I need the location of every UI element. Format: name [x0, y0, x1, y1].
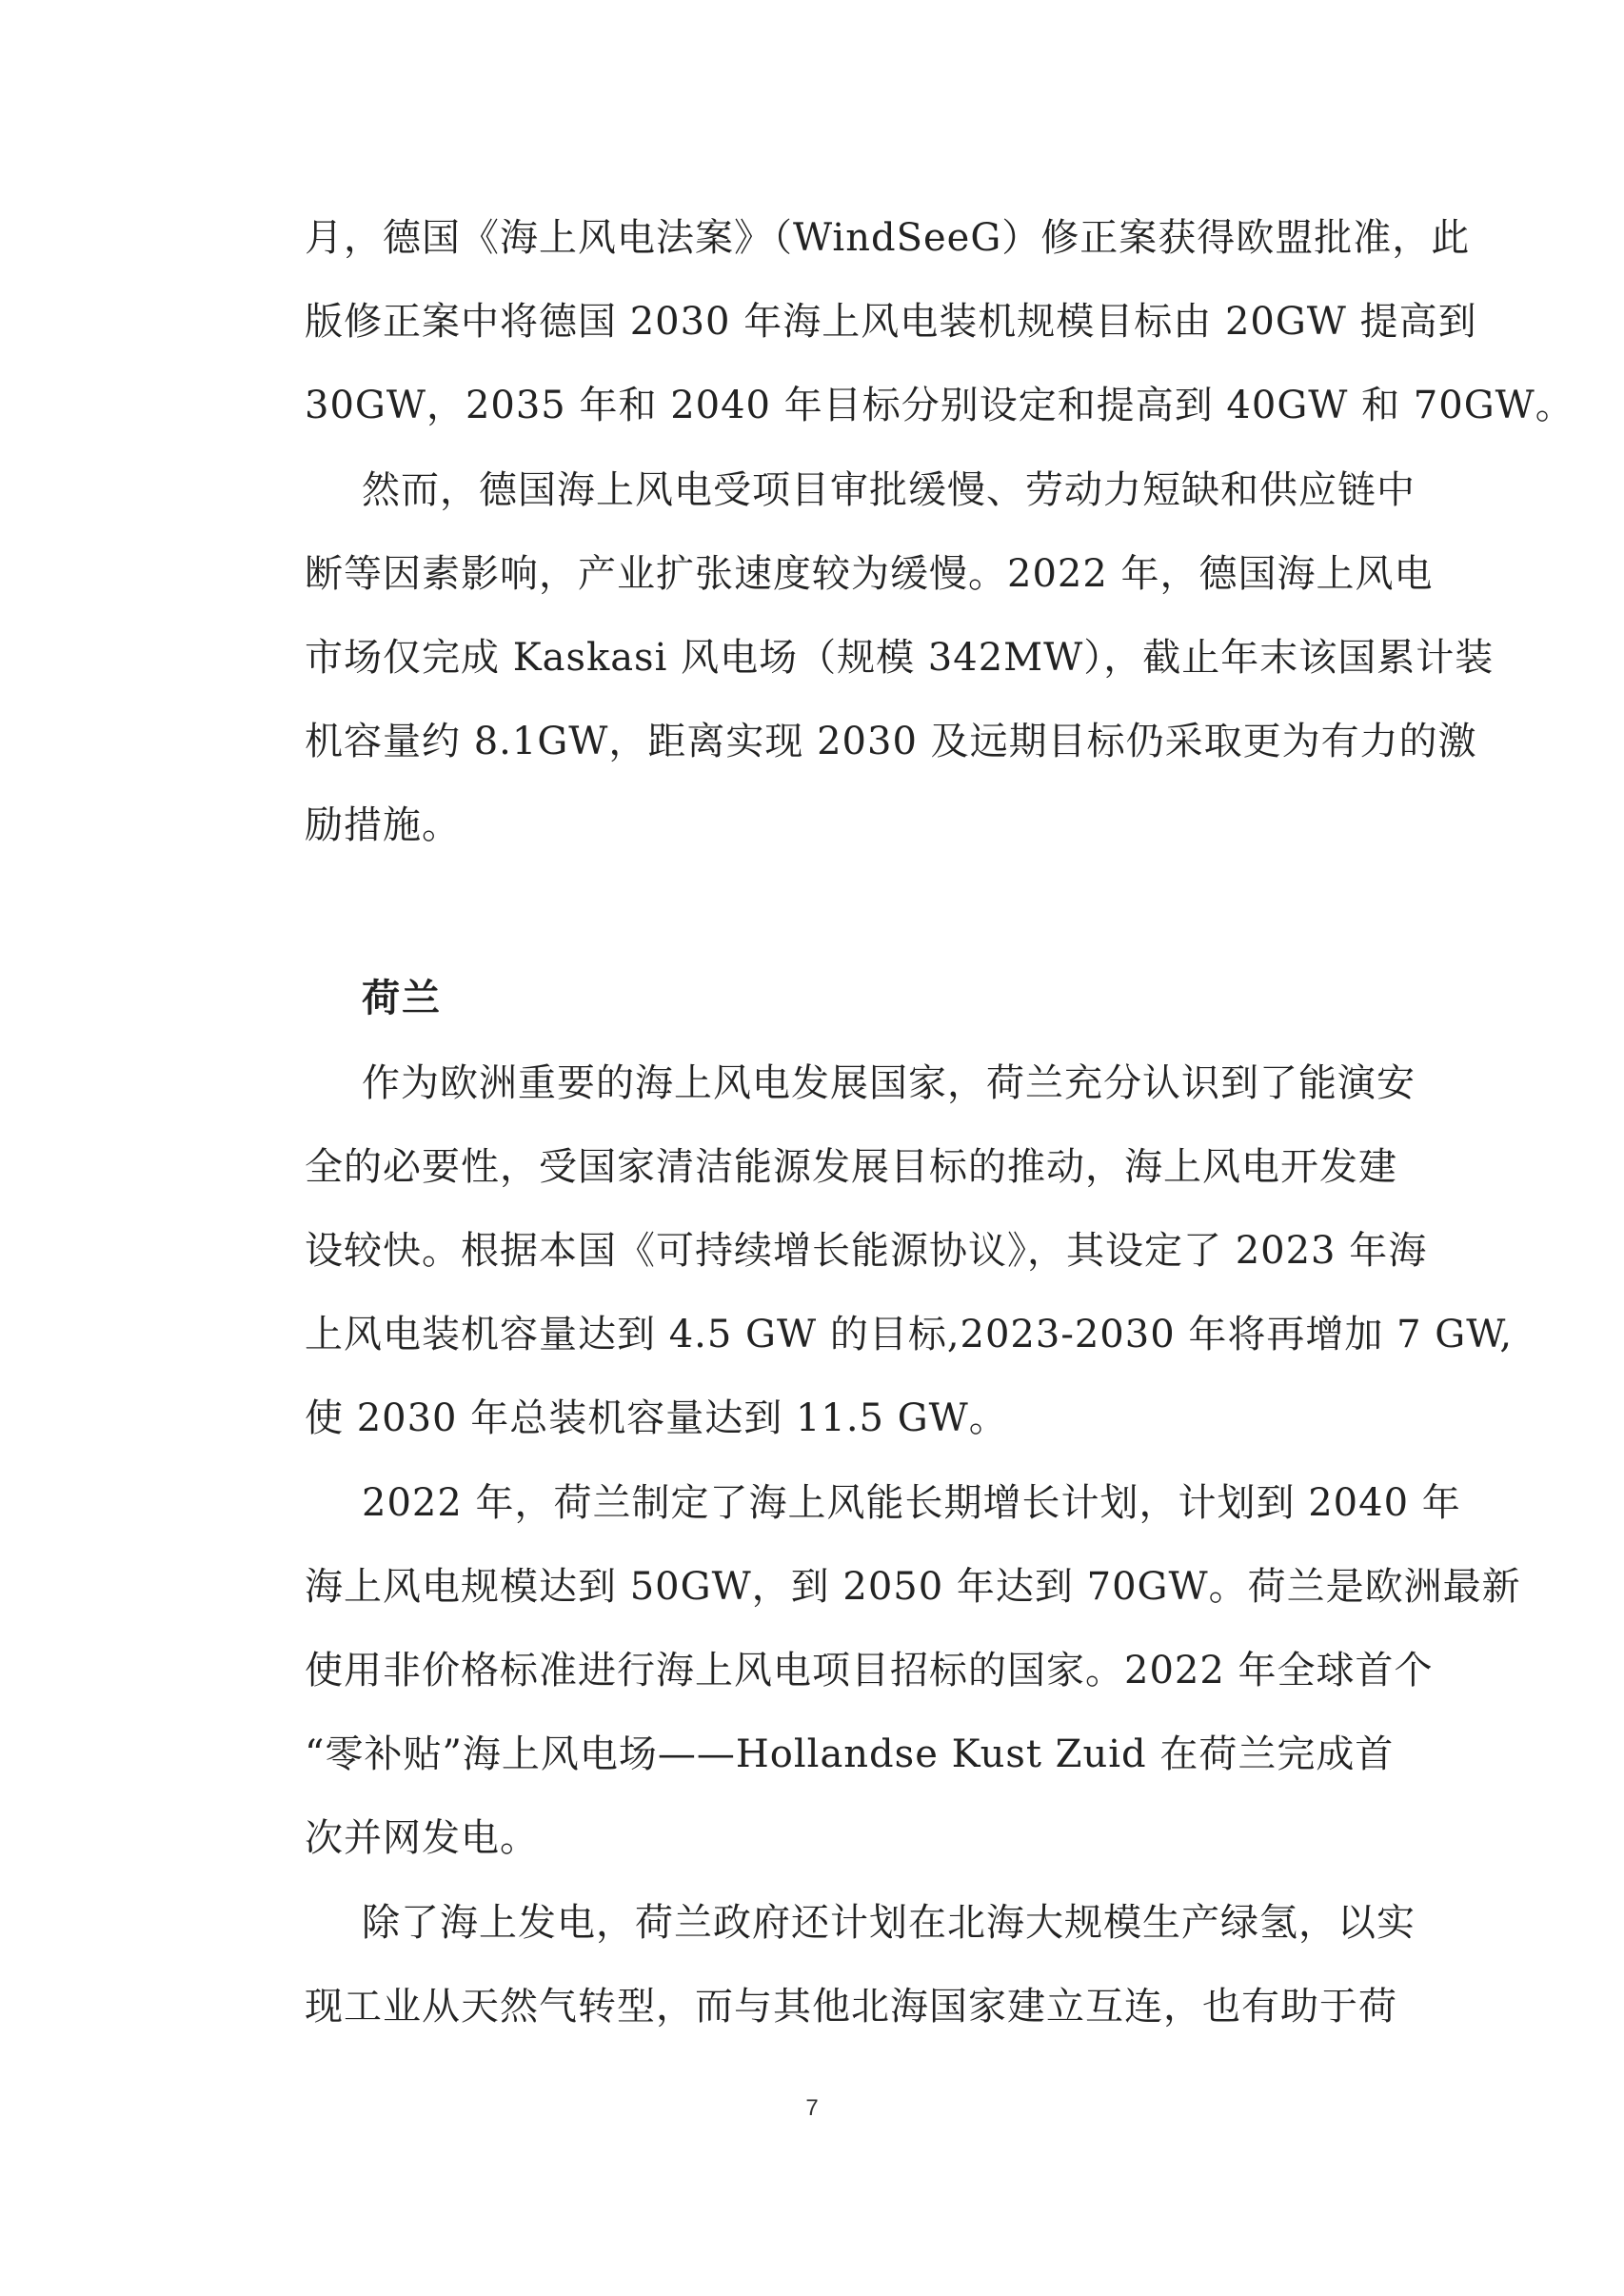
page-number: 7	[805, 2095, 819, 2121]
text-line: 作为欧洲重要的海上风电发展国家，荷兰充分认识到了能演安	[362, 1061, 1416, 1105]
text-line: 现工业从天然气转型，而与其他北海国家建立互连，也有助于荷	[305, 1985, 1397, 2029]
text-line: 月，德国《海上风电法案》（WindSeeG）修正案获得欧盟批准，此	[305, 216, 1471, 260]
text-line: 使用非价格标准进行海上风电项目招标的国家。2022 年全球首个	[305, 1649, 1434, 1692]
text-line: 30GW，2035 年和 2040 年目标分别设定和提高到 40GW 和 70GW。	[305, 384, 1574, 427]
text-line: 海上风电规模达到 50GW，到 2050 年达到 70GW。荷兰是欧洲最新	[305, 1565, 1521, 1609]
text-line: 设较快。根据本国《可持续增长能源协议》，其设定了 2023 年海	[305, 1229, 1428, 1273]
text-line: 全的必要性，受国家清洁能源发展目标的推动，海上风电开发建	[305, 1145, 1397, 1189]
text-line: 上风电装机容量达到 4.5 GW 的目标,2023-2030 年将再增加 7 GW,	[305, 1313, 1514, 1356]
text-line: 机容量约 8.1GW，距离实现 2030 及远期目标仍采取更为有力的激	[305, 720, 1477, 763]
text-line: 2022 年，荷兰制定了海上风能长期增长计划，计划到 2040 年	[362, 1481, 1461, 1525]
text-line: 市场仅完成 Kaskasi 风电场（规模 342MW），截止年末该国累计装	[305, 636, 1495, 680]
text-line: “零补贴”海上风电场——Hollandse Kust Zuid 在荷兰完成首	[305, 1732, 1395, 1776]
text-line: 使 2030 年总装机容量达到 11.5 GW。	[305, 1396, 1008, 1440]
text-line: 次并网发电。	[305, 1816, 539, 1860]
section-heading: 荷兰	[362, 977, 442, 1020]
text-line: 除了海上发电，荷兰政府还计划在北海大规模生产绿氢，以实	[362, 1901, 1416, 1945]
text-line: 断等因素影响，产业扩张速度较为缓慢。2022 年，德国海上风电	[305, 552, 1434, 596]
text-line: 然而，德国海上风电受项目审批缓慢、劳动力短缺和供应链中	[362, 468, 1416, 512]
text-line: 励措施。	[305, 803, 461, 847]
text-line: 版修正案中将德国 2030 年海上风电装机规模目标由 20GW 提高到	[305, 300, 1477, 344]
